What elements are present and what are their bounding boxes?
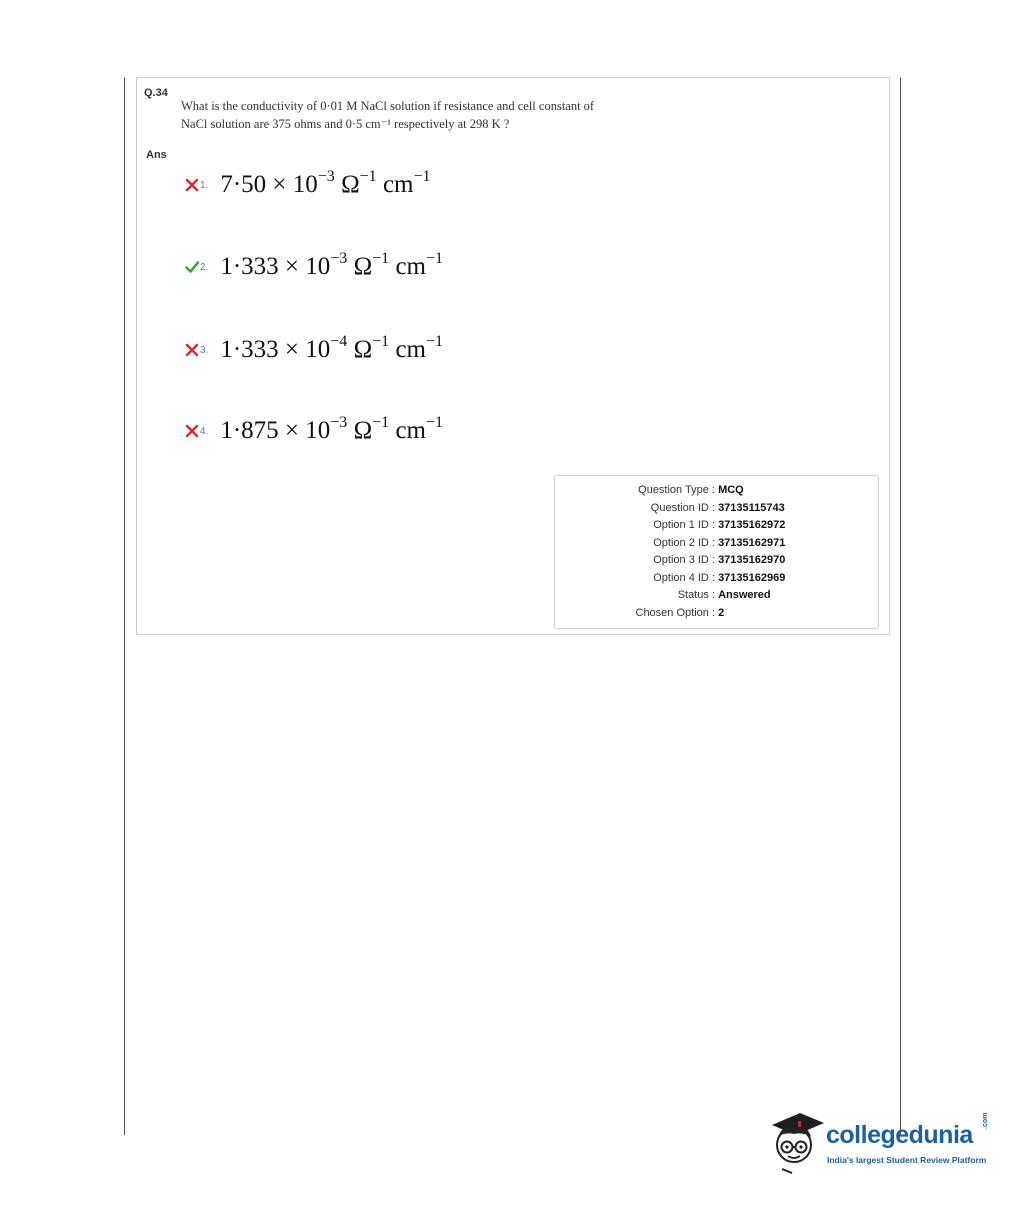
option1-id-row [555, 519, 785, 536]
page-left-border [124, 77, 125, 1135]
question-card [136, 77, 890, 635]
question-type-label: Question Type : [638, 484, 715, 496]
question-number: Q.34 [144, 87, 168, 99]
option-value: $1\cdot 333 \times 10^{-4}$ $\Omega^{-1}$ $cm^{-1}$ [220, 333, 444, 363]
answer-label: Ans [146, 149, 167, 161]
logo-tagline: India's largest Student Review Platform [827, 1155, 987, 1165]
question-type-value: MCQ [718, 484, 744, 496]
option-number: 4. [200, 425, 209, 437]
option4-id-label: Option 4 ID : [653, 572, 715, 584]
logo-suffix: .com [982, 1112, 989, 1129]
check-icon [185, 260, 199, 274]
collegedunia-logo [768, 1107, 993, 1175]
mascot-icon [768, 1107, 824, 1175]
logo-wordmark: collegedunia [826, 1121, 973, 1149]
option4-id-value: 37135162969 [718, 572, 786, 584]
option1-id-value: 37135162972 [718, 519, 786, 531]
page-right-border [900, 77, 901, 1135]
cross-icon [185, 178, 199, 192]
option-number: 2. [200, 261, 209, 273]
option2-id-value: 37135162971 [718, 537, 786, 549]
option-number: 1. [200, 179, 209, 191]
option3-id-value: 37135162970 [718, 554, 786, 566]
option2-id-label: Option 2 ID : [653, 537, 715, 549]
question-info-box [554, 475, 879, 629]
option-2 [185, 252, 443, 282]
option-value: $7\cdot 50 \times 10^{-3}$ $\Omega^{-1}$ $cm^{-1}$ [220, 168, 431, 198]
option2-id-row [555, 537, 785, 554]
option3-id-row [555, 554, 785, 571]
question-id-value: 37135115743 [718, 502, 785, 514]
chosen-option-value: 2 [718, 607, 725, 619]
option-value: $1\cdot 875 \times 10^{-3}$ $\Omega^{-1}$ $cm^{-1}$ [220, 414, 444, 444]
question-text [181, 97, 701, 133]
option-number: 3. [200, 344, 209, 356]
question-id-row [555, 502, 785, 519]
option-1 [185, 170, 431, 200]
option-4 [185, 416, 443, 446]
question-type-row [555, 484, 744, 501]
option-value: $1\cdot 333 \times 10^{-3}$ $\Omega^{-1}$ $cm^{-1}$ [220, 250, 444, 280]
chosen-option-row [555, 607, 724, 624]
question-text-line-2: NaCl solution are 375 ohms and 0·5 cm⁻¹ respectively at 298 K ? [181, 117, 510, 131]
question-id-label: Question ID : [650, 502, 715, 514]
status-value: Answered [718, 589, 771, 601]
option4-id-row [555, 572, 785, 589]
cross-icon [185, 343, 199, 357]
question-text-line-1: What is the conductivity of 0·01 M NaCl solution if resistance and cell constant of [181, 99, 595, 113]
option1-id-label: Option 1 ID : [653, 519, 715, 531]
chosen-option-label: Chosen Option : [635, 607, 715, 619]
option3-id-label: Option 3 ID : [653, 554, 715, 566]
status-row [555, 589, 771, 606]
status-label: Status : [677, 589, 715, 601]
cross-icon [185, 424, 199, 438]
option-3 [185, 335, 443, 365]
